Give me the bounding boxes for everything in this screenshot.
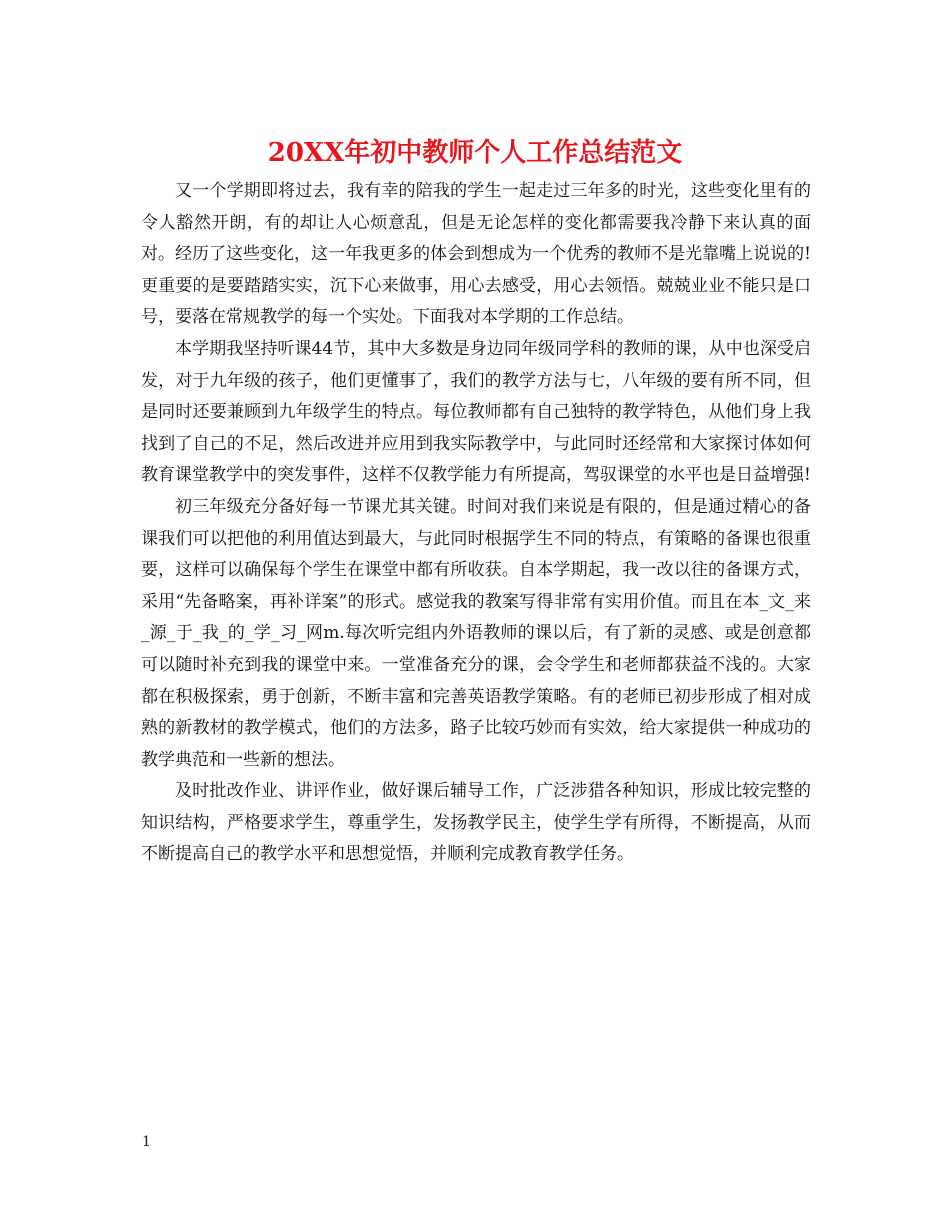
document-body bbox=[141, 176, 811, 871]
paragraph-2: 本学期我坚持听课44节，其中大多数是身边同年级同学科的教师的课，从中也深受启发，对于九年级的孩子，他们更懂事了，我们的教学方法与七，八年级的要有所不同，但是同时还要兼顾到九年级学生的特点。每位教师都有自己独特的教学特色，从他们身上我找到了自己的不足，然后改进并应用到我实际教学中，与此同时还经常和大家探讨体如何教育课堂教学中的突发事件，这样不仅教学能力有所提高，驾驭课堂的水平也是日益增强! bbox=[141, 338, 811, 486]
page-number: 1 bbox=[142, 1134, 151, 1150]
paragraph-3: 初三年级充分备好每一节课尤其关键。时间对我们来说是有限的，但是通过精心的备课我们可以把他的利用值达到最大，与此同时根据学生不同的特点，有策略的备课也很重要，这样可以确保每个学生在课堂中都有所收获。自本学期起，我一改以往的备课方式，采用“先备略案，再补详案”的形式。感觉我的教案写得非常有实用价值。而且在本_文_来_源_于_我_的_学_习_网m.每次听完组内外语教师的课以后，有了新的灵感、或是创意都可以随时补充到我的课堂中来。一堂准备充分的课，会令学生和老师都获益不浅的。大家都在积极探索，勇于创新，不断丰富和完善英语教学策略。有的老师已初步形成了相对成熟的新教材的教学模式，他们的方法多，路子比较巧妙而有实效，给大家提供一种成功的教学典范和一些新的想法。 bbox=[141, 496, 811, 770]
paragraph-4: 及时批改作业、讲评作业，做好课后辅导工作，广泛涉猎各种知识，形成比较完整的知识结构，严格要求学生，尊重学生，发扬教学民主，使学生学有所得，不断提高，从而不断提高自己的教学水平和思想觉悟，并顺利完成教育教学任务。 bbox=[141, 781, 811, 865]
paragraph-1: 又一个学期即将过去，我有幸的陪我的学生一起走过三年多的时光，这些变化里有的令人豁然开朗，有的却让人心烦意乱，但是无论怎样的变化都需要我冷静下来认真的面对。经历了这些变化，这一年我更多的体会到想成为一个优秀的教师不是光靠嘴上说说的!更重要的是要踏踏实实，沉下心来做事，用心去感受，用心去领悟。兢兢业业不能只是口号，要落在常规教学的每一个实处。下面我对本学期的工作总结。 bbox=[141, 181, 811, 328]
document-title: 20XX年初中教师个人工作总结范文 bbox=[267, 138, 683, 168]
